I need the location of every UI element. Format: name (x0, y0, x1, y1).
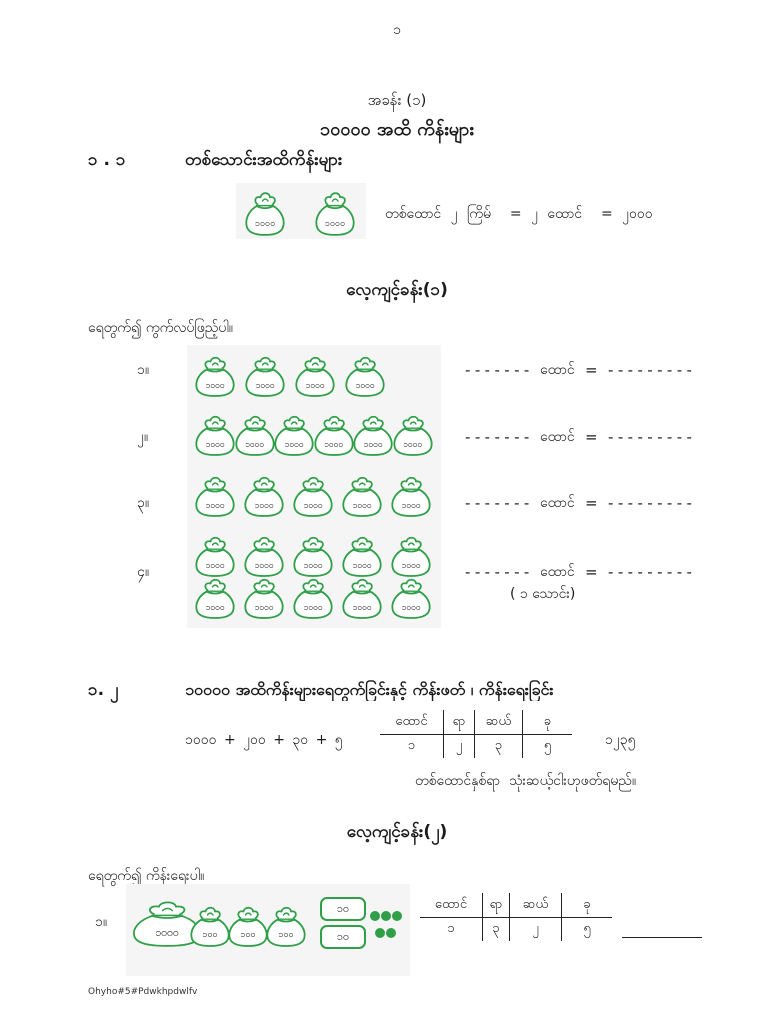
bag-label: ၁၀၀၀ (323, 440, 344, 450)
money-bag-icon (293, 353, 337, 397)
bag-label: ၁၀၀၀ (205, 603, 225, 613)
bag-label: ၁၀၀၀ (303, 561, 323, 571)
bag-label: ၁၀၀၀ (155, 927, 179, 939)
bag-label: ၁၀၀၀ (254, 603, 274, 613)
table-value-cell: ၅ (522, 734, 572, 758)
bag-label: ၁၀၀၀ (401, 603, 421, 613)
page-number: ၁ (393, 22, 401, 38)
unit-dot (392, 911, 402, 921)
bag-label: ၁၀၀၀ (205, 440, 225, 450)
table-header-cell: ခု (522, 710, 572, 735)
money-bag-icon (389, 473, 433, 517)
money-bag-icon (242, 533, 286, 577)
bag-label: ၁၀၀၀ (255, 381, 275, 391)
bag-label: ၁၀၀၀ (352, 603, 372, 613)
bag-label: ၁၀၀၀ (401, 501, 421, 511)
table-value-cell: ၁ (407, 738, 416, 753)
money-bag-icon (351, 412, 395, 456)
bag-label: ၁၀၀၀ (352, 501, 372, 511)
money-bag-icon (193, 412, 237, 456)
item-number: ၁။ (95, 914, 108, 930)
answer-blank-left: ------- (465, 361, 534, 379)
bag-label: ၁၀၀ (202, 930, 218, 940)
money-bag-icon (243, 353, 287, 397)
money-bag-icon (193, 473, 237, 517)
table-value-cell: ၂ (443, 734, 474, 758)
bag-label: ၁၀၀ (240, 930, 256, 940)
bag-label: ၁၀၀ (278, 930, 294, 940)
table-header-cell: ရာ (482, 893, 509, 918)
answer-blank-right: --------- (608, 428, 697, 446)
answer-blank-right: --------- (608, 563, 697, 581)
bag-label: ၁၀၀၀ (205, 501, 225, 511)
money-bag-icon (340, 473, 384, 517)
item-number: ၂။ (137, 429, 149, 445)
money-bag-icon (193, 575, 237, 619)
table-header-cell: ရာ (443, 710, 474, 735)
bag-label: ၁၀၀၀ (254, 501, 274, 511)
bag-label: ၁၀၀၀ (324, 219, 346, 229)
money-bag-icon (389, 533, 433, 577)
bag-label: ၁၀၀၀ (401, 561, 421, 571)
instruction-text: ရေတွက်၍ ကိန်းရေးပါ။ (88, 868, 205, 884)
chapter-title: ၁၀၀၀၀ အထိ ကိန်းများ (320, 119, 474, 140)
bag-label: ၁၀၀၀ (402, 440, 423, 450)
unit-dot (386, 928, 396, 938)
money-bag-icon (313, 188, 357, 236)
bag-label: ၁၀၀၀ (305, 381, 325, 391)
bag-label: ၁၀၀၀ (355, 381, 375, 391)
footer-code: Ohyho#5#Pdwkhpdwlfv (88, 987, 198, 997)
money-bag-icon (343, 353, 387, 397)
expression-text: ၁၀၀၀ + ၂၀၀ + ၃၀ + ၅ (185, 732, 343, 748)
item-note: ( ၁ သောင်း) (510, 586, 576, 602)
section-number: ၁. ၂ (88, 680, 119, 700)
table-header-cell: ဆယ် (509, 893, 561, 918)
section-title: ၁၀၀၀၀ အထိကိန်းများရေတွက်ခြင်းနှင့် ကိန်းဖတ် ၊ ကိန်းရေးခြင်း (185, 680, 554, 699)
money-bag-icon (291, 533, 335, 577)
section-title: တစ်သောင်းအထိကိန်းများ (185, 150, 343, 170)
money-bag-icon (193, 353, 237, 397)
money-bag-icon (340, 533, 384, 577)
money-bag-icon (272, 412, 316, 456)
place-value-table (420, 893, 612, 941)
money-bag-icon (233, 412, 277, 456)
item-number: ၁။ (137, 362, 150, 378)
answer-blank-left: ------- (465, 494, 534, 512)
reading-text: တစ်ထောင်နှစ်ရာ သုံးဆယ့်ငါးဟုဖတ်ရမည်။ (415, 773, 637, 789)
table-value-cell: ၃ (474, 734, 522, 758)
answer-equals: = (585, 494, 598, 512)
section-number: ၁ . ၁ (88, 150, 126, 170)
bag-label: ၁၀၀၀ (244, 440, 265, 450)
money-bag-icon (291, 575, 335, 619)
money-bag-icon (291, 473, 335, 517)
answer-blank-right: --------- (608, 494, 697, 512)
exercise-title: လေ့ကျင့်ခန်း(၁) (346, 280, 448, 300)
table-value-cell: ၃ (482, 917, 509, 941)
unit-dot (370, 911, 380, 921)
answer-line (622, 937, 702, 938)
table-value-cell: ၅ (561, 917, 612, 941)
answer-equals: = (585, 428, 598, 446)
money-bag-icon (193, 533, 237, 577)
answer-blank-right: --------- (608, 361, 697, 379)
answer-blank-left: ------- (465, 428, 534, 446)
instruction-text: ရေတွက်၍ ကွက်လပ်ဖြည့်ပါ။ (88, 320, 233, 336)
table-header-cell: ထောင် (380, 710, 443, 735)
ten-box: ၁၀ (320, 897, 366, 921)
money-bag-icon (312, 412, 356, 456)
table-header-cell: ထောင် (420, 893, 482, 918)
money-bag-icon (243, 188, 287, 236)
result-number: ၁၂၃၅ (605, 732, 636, 748)
answer-equals: = (585, 563, 598, 581)
statement-text: တစ်ထောင် ၂ ကြိမ် = ၂ ထောင် = ၂၀၀၀ (385, 206, 653, 222)
answer-unit: ထောင် (540, 429, 575, 445)
bag-label: ၁၀၀၀ (205, 381, 225, 391)
unit-dot (375, 928, 385, 938)
money-bag-icon (340, 575, 384, 619)
place-value-table (380, 710, 572, 758)
table-value-cell: ၂ (509, 917, 561, 941)
answer-unit: ထောင် (540, 495, 575, 511)
answer-unit: ထောင် (540, 362, 575, 378)
answer-blank-left: ------- (465, 563, 534, 581)
item-number: ၄။ (137, 564, 150, 580)
bag-label: ၁၀၀၀ (303, 501, 323, 511)
answer-equals: = (585, 361, 598, 379)
bag-label: ၁၀၀၀ (303, 603, 323, 613)
bag-label: ၁၀၀၀ (363, 440, 383, 450)
bag-label: ၁၀၀၀ (205, 561, 225, 571)
exercise-title: လေ့ကျင့်ခန်း(၂) (346, 822, 448, 842)
table-header-cell: ခု (561, 893, 612, 918)
ten-box: ၁၀ (320, 925, 366, 949)
money-bag-icon (242, 473, 286, 517)
bag-label: ၁၀၀၀ (254, 561, 274, 571)
item-number: ၃။ (137, 495, 150, 511)
money-bag-icon (242, 575, 286, 619)
bag-label: ၁၀၀၀ (284, 440, 304, 450)
money-bag-icon (389, 575, 433, 619)
bag-label: ၁၀၀၀ (352, 561, 372, 571)
table-header-cell: ဆယ် (474, 710, 522, 735)
bag-label: ၁၀၀၀ (254, 219, 276, 229)
unit-dot (381, 911, 391, 921)
table-value-cell: ၁ (447, 921, 455, 936)
answer-unit: ထောင် (540, 564, 575, 580)
money-bag-icon (391, 412, 435, 456)
chapter-label: အခန်း (၁) (367, 91, 427, 109)
money-bag-icon (264, 903, 308, 947)
